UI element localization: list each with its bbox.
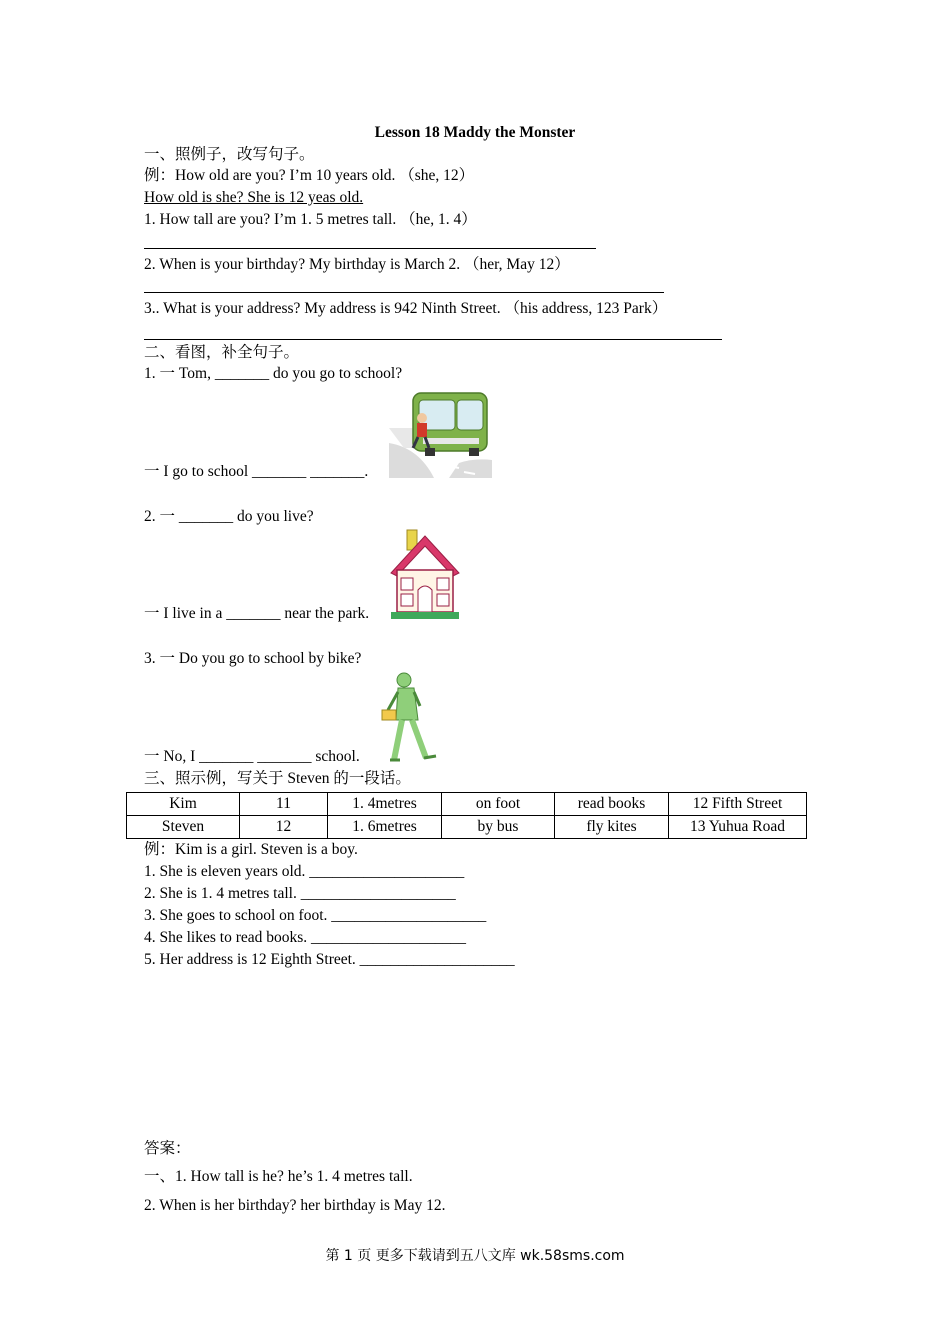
- section2-q2-question: 2. 一 _______ do you live?: [144, 508, 314, 525]
- table-cell: 11: [240, 793, 328, 816]
- boy-head: [417, 413, 427, 423]
- bus-image: [389, 388, 492, 478]
- section1-example-answer: [144, 188, 363, 208]
- table-cell: 1. 6metres: [328, 816, 442, 839]
- house-window-bottom-right: [437, 594, 449, 606]
- house-window-top-left: [401, 578, 413, 590]
- section2-q2-answer: 一 I live in a _______ near the park.: [144, 605, 370, 622]
- table-cell: 12: [240, 816, 328, 839]
- bus-wheel-left: [425, 448, 435, 456]
- table-cell: Kim: [127, 793, 240, 816]
- house-door: [418, 586, 432, 612]
- table-row: [127, 793, 807, 816]
- section2-heading: 二、看图，补全句子。: [144, 344, 300, 361]
- table-cell: on foot: [442, 793, 555, 816]
- answer-line-3[interactable]: [144, 339, 722, 340]
- page-title: Lesson 18 Maddy the Monster: [374, 124, 576, 141]
- table-cell: 1. 4metres: [328, 793, 442, 816]
- man-briefcase: [382, 710, 396, 720]
- section1-item-2: 2. When is your birthday? My birthday is March 2. （her, May 12）: [144, 256, 570, 273]
- section3-item-3: 3. She goes to school on foot. ____________________: [144, 907, 487, 924]
- section3-item-2: 2. She is 1. 4 metres tall. ____________________: [144, 885, 456, 902]
- house-window-top-right: [437, 578, 449, 590]
- section3-item-1: 1. She is eleven years old. ____________________: [144, 863, 465, 880]
- table-row: [127, 816, 807, 839]
- walking-man-image: [380, 670, 442, 764]
- section2-q1-question: 1. 一 Tom, _______ do you go to school?: [144, 365, 403, 382]
- info-table: [126, 792, 807, 839]
- table-cell: by bus: [442, 816, 555, 839]
- bus-wheel-right: [469, 448, 479, 456]
- answer-line-2[interactable]: [144, 292, 664, 293]
- table-cell: 13 Yuhua Road: [669, 816, 807, 839]
- section1-heading: 一、照例子，改写句子。: [144, 146, 315, 163]
- answer-line-1[interactable]: [144, 248, 596, 249]
- answers-line-2: 2. When is her birthday? her birthday is May 12.: [144, 1197, 446, 1214]
- section2-q3-question: 3. 一 Do you go to school by bike?: [144, 650, 362, 667]
- section3-item-5: 5. Her address is 12 Eighth Street. ____________________: [144, 951, 515, 968]
- man-head: [397, 673, 411, 687]
- bus-bumper: [423, 438, 479, 444]
- example-answer-text: How old is she? She is 12 yeas old.: [144, 189, 364, 206]
- man-legs: [394, 720, 426, 760]
- section1-example-question: 例：How old are you? I’m 10 years old. （she, 12）: [144, 167, 475, 184]
- house-window-bottom-left: [401, 594, 413, 606]
- table-cell: 12 Fifth Street: [669, 793, 807, 816]
- answers-line-1: 一、1. How tall is he? he’s 1. 4 metres tall.: [144, 1168, 413, 1185]
- section1-item-1: 1. How tall are you? I’m 1. 5 metres tall. （he, 1. 4）: [144, 211, 477, 228]
- section3-item-4: 4. She likes to read books. ____________________: [144, 929, 467, 946]
- section3-heading: 三、照示例，写关于 Steven 的一段话。: [144, 770, 411, 787]
- table-cell: read books: [555, 793, 669, 816]
- section2-q1-answer: 一 I go to school _______ _______.: [144, 463, 369, 480]
- answers-heading: 答案：: [144, 1140, 191, 1157]
- bus-windshield-right: [457, 400, 483, 430]
- table-cell: fly kites: [555, 816, 669, 839]
- page-footer: 第 1 页 更多下载请到五八文库 wk.58sms.com: [325, 1248, 625, 1264]
- road-right: [449, 459, 492, 478]
- table-cell: Steven: [127, 816, 240, 839]
- section3-example: 例：Kim is a girl. Steven is a boy.: [144, 841, 358, 858]
- house-grass: [391, 612, 459, 619]
- section2-q3-answer: 一 No, I _______ _______ school.: [144, 748, 360, 765]
- section1-item-3: 3.. What is your address? My address is 942 Ninth Street. （his address, 123 Park）: [144, 300, 668, 317]
- boy-shirt: [417, 423, 427, 437]
- house-image: [389, 528, 461, 620]
